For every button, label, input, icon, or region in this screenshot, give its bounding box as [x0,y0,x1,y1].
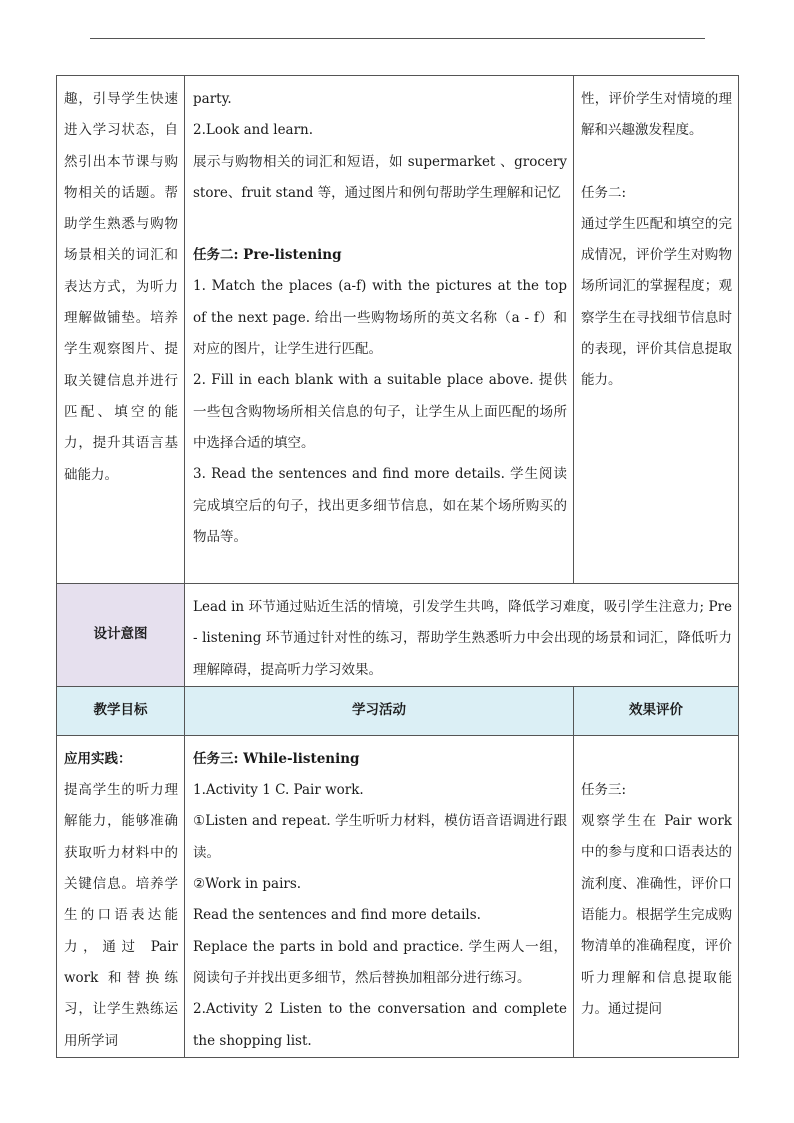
header-activities: 学习活动 [185,686,574,735]
activity-text: Replace the parts in bold and practice. 学生两人一组，阅读句子并找出更多细节，然后替换加粗部分进行练习。 [193,938,567,986]
activity-text: 2. Fill in each blank with a suitable place above. 提供一些包含购物场所相关信息的句子，让学生从上面匹配的场所中选择合适的填空。 [193,372,567,451]
design-intent-label: 设计意图 [57,584,185,687]
evaluation-cell [574,735,739,1057]
objective-cell [57,76,185,584]
objective-title: 应用实践： [64,750,132,767]
activity-text: 1. Match the places (a-f) with the pictures at the top of the next page. 给出一些购物场所的英文名称（a - f）和对应的图片，让学生进行匹配。 [193,278,567,358]
activity-text: 2.Activity 2 Listen to the conversation and complete the shopping list. [193,1001,567,1049]
activity-text: 展示与购物相关的词汇和短语，如 supermarket 、grocery store、fruit stand 等，通过图片和例句帮助学生理解和记忆 [193,153,567,201]
evaluation-text: 观察学生在 Pair work 中的参与度和口语表达的流利度、准确性，评价口语能力。根据学生完成购物清单的准确程度，评价听力理解和信息提取能力。通过提问 [581,813,732,1017]
activity-text: 1.Activity 1 C. Pair work. [193,782,364,799]
design-row [57,584,739,687]
activity-text: Read the sentences and find more details. [193,907,481,924]
evaluation-text: 性，评价学生对情境的理解和兴趣激发程度。 [581,91,732,139]
header-rule [90,38,705,39]
activity-cell [185,76,574,584]
table-row [57,735,739,1057]
header-evaluation: 效果评价 [574,686,739,735]
evaluation-cell [574,76,739,584]
task-title: 任务二: Pre-listening [193,247,342,264]
header-objectives: 教学目标 [57,686,185,735]
objective-text: 提高学生的听力理解能力，能够准确获取听力材料中的关键信息。培养学生的口语表达能力，通过 Pair work 和替换练习，让学生熟练运用所学词 [64,782,178,1049]
activity-text: ①Listen and repeat. 学生听听力材料，模仿语音语调进行跟读。 [193,813,567,861]
activity-text: party. [193,91,232,107]
evaluation-text: 通过学生匹配和填空的完成情况，评价学生对购物场所词汇的掌握程度；观察学生在寻找细节信息时的表现，评价其信息提取能力。 [581,215,732,389]
activity-text: 2.Look and learn. [193,122,314,139]
activity-cell [185,735,574,1057]
activity-text: ②Work in pairs. [193,876,302,893]
design-intent-cell [185,584,739,687]
header-row [57,686,739,735]
objective-cell [57,735,185,1057]
design-intent-text: Lead in 环节通过贴近生活的情境，引发学生共鸣，降低学习难度，吸引学生注意力; Pre - listening 环节通过针对性的练习，帮助学生熟悉听力中会出现的场景和词汇，降低听力理解障碍，提高听力学习效果。 [193,599,732,678]
lesson-plan-table [56,75,739,1058]
objective-text: 趣，引导学生快速进入学习状态，自然引出本节课与购物相关的话题。帮助学生熟悉与购物场景相关的词汇和表达方式，为听力理解做铺垫。培养学生观察图片、提取关键信息并进行匹配、填空的能力，提升其语言基础能力。 [64,91,178,483]
task-label: 任务二: [581,184,627,201]
task-title: 任务三: While-listening [193,750,360,767]
task-label: 任务三: [581,781,627,798]
activity-text: 3. Read the sentences and find more details. 学生阅读完成填空后的句子，找出更多细节信息，如在某个场所购买的物品等。 [193,466,567,545]
table-row [57,76,739,584]
